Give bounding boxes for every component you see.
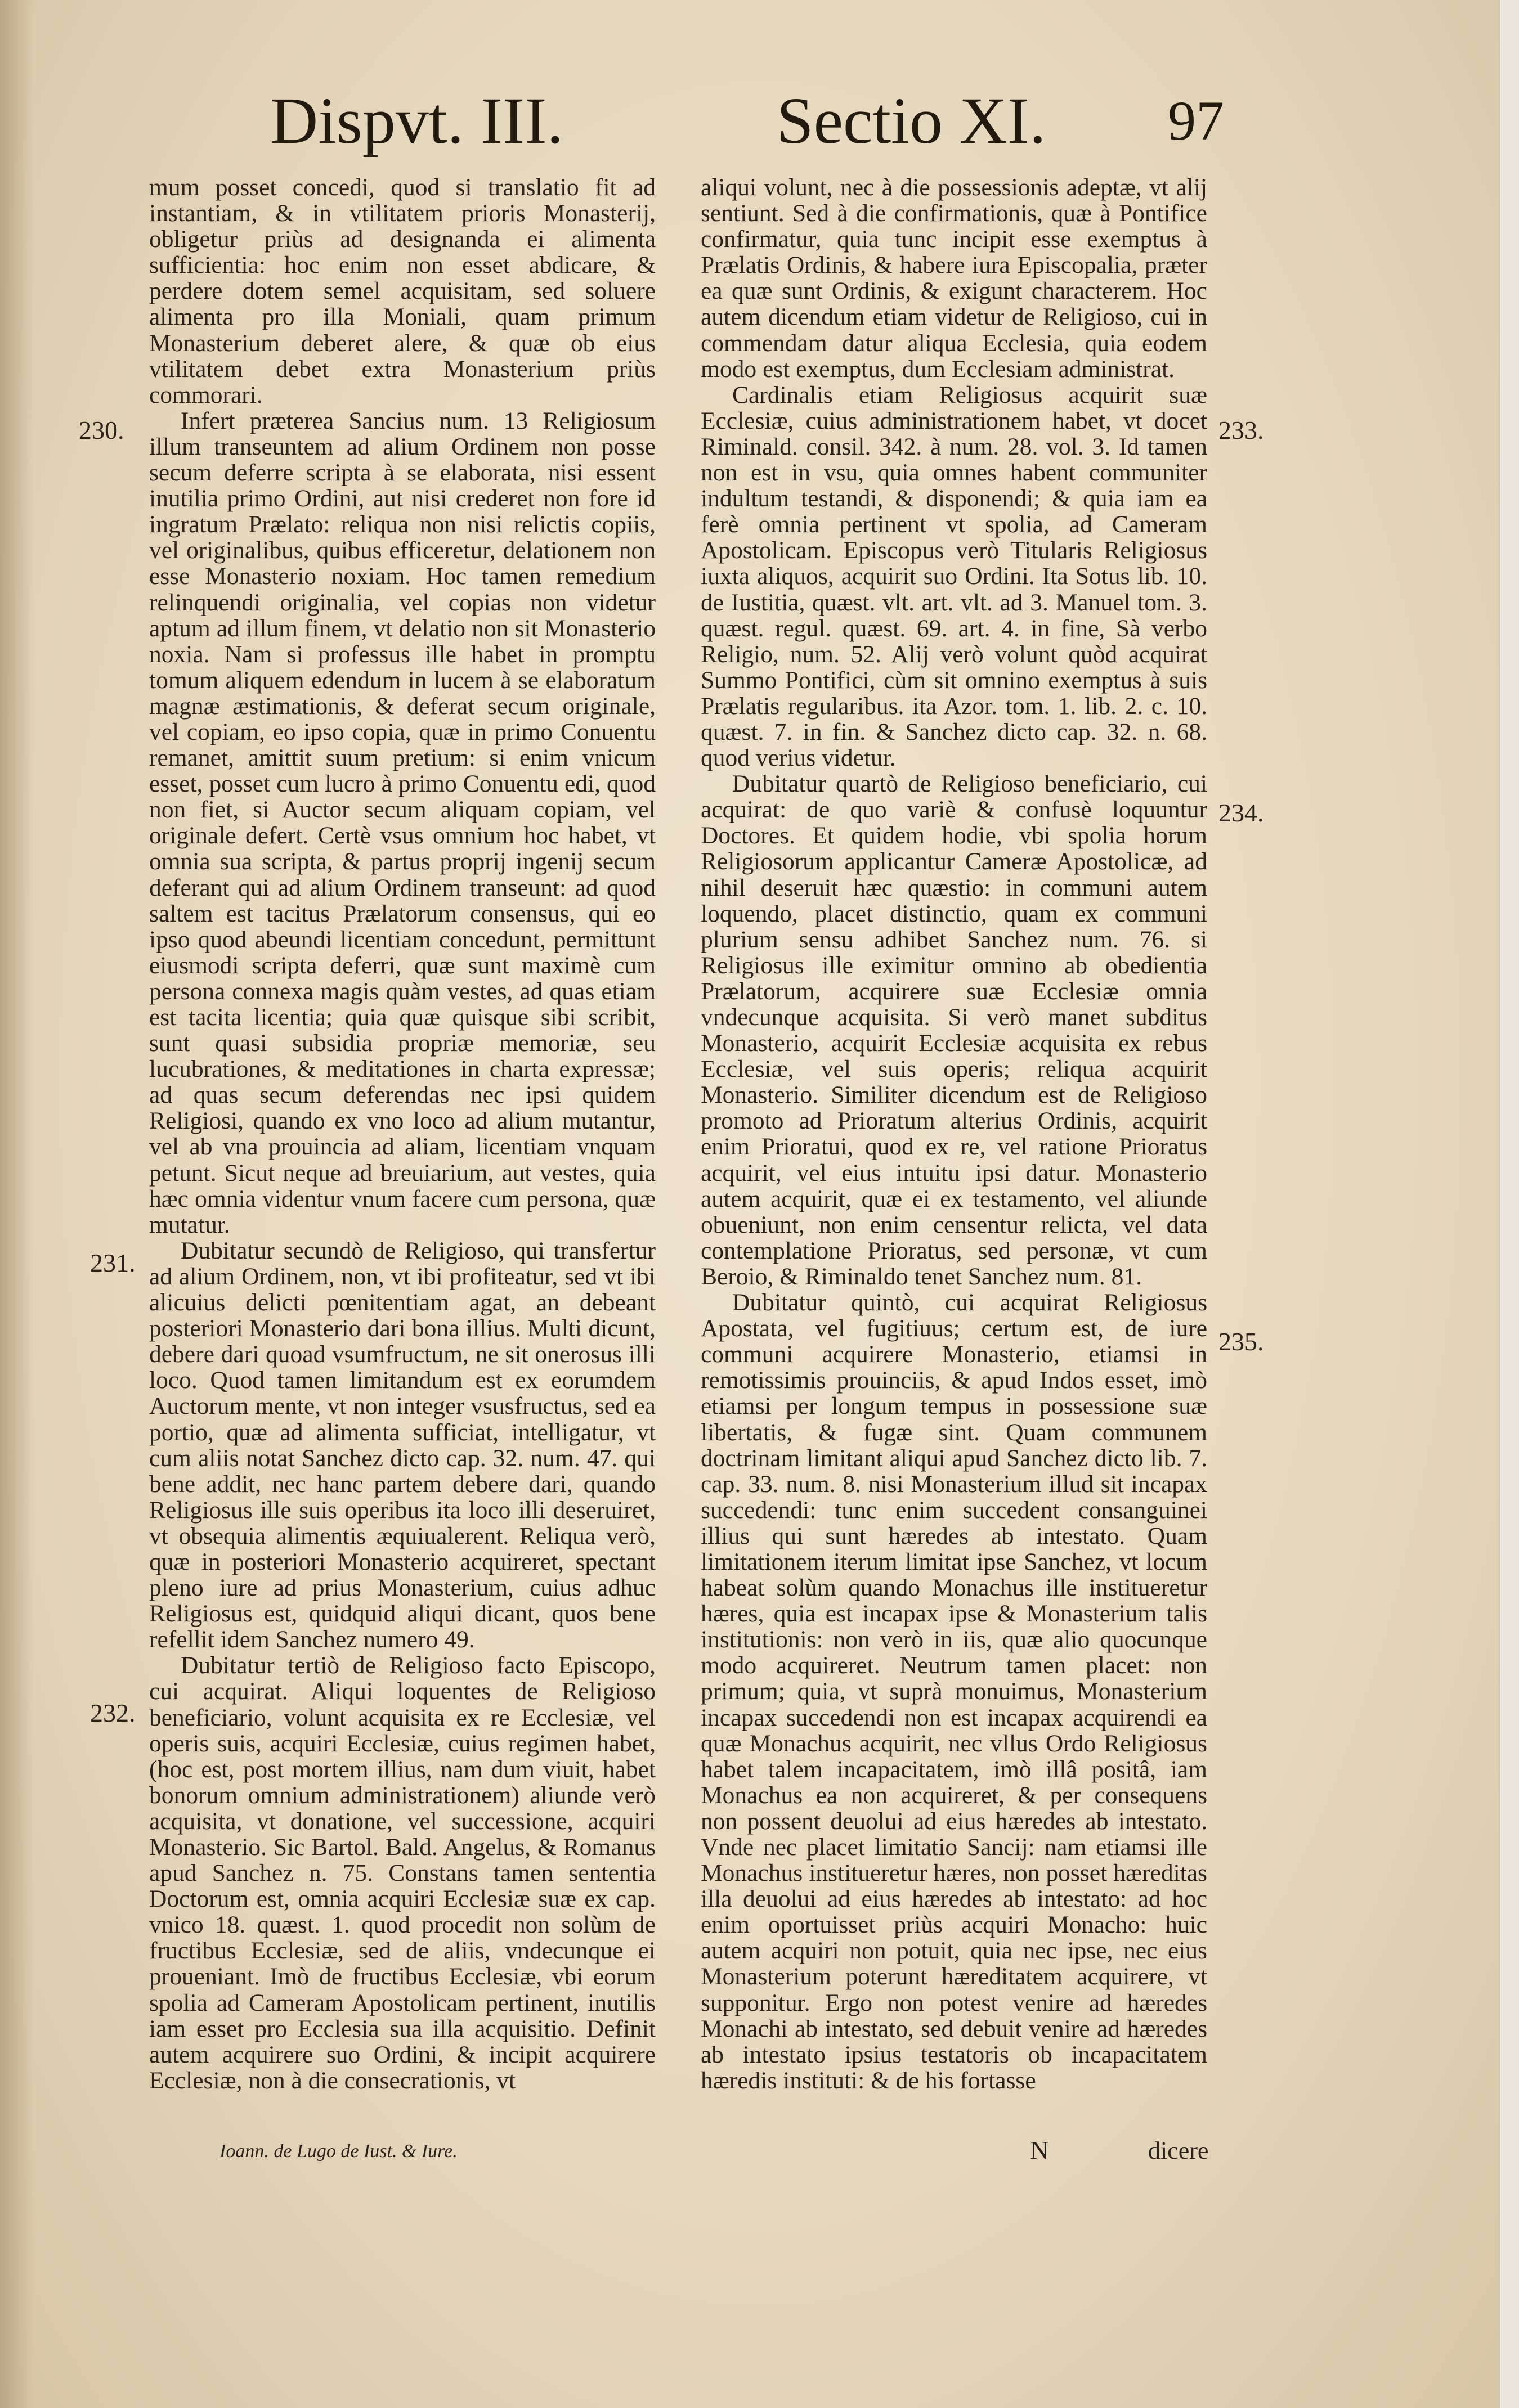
margin-number-234: 234. [1218,798,1264,827]
paragraph: Dubitatur tertiò de Religioso facto Episcopo, cui acquirat. Aliqui loquentes de Religioso beneficiario, volunt acquisita ex re Ecclesiæ, vel operis suis, acquiri Ecclesiæ, cuius regimen habet, (hoc est, post mortem illius, nam dum viuit, habet bonorum omnium administrationem) aliunde verò acquisita, vt donatione, vel successione, acquiri Monasterio. Sic Bartol. Bald. Angelus, & Romanus apud Sanchez n. 75. Constans tamen sententia Doctorum est, omnia acquiri Ecclesiæ suæ ex cap. vnico 18. quæst. 1. quod procedit non solùm de fructibus Ecclesiæ, sed de aliis, vndecunque ei proueniant. Imò de fructibus Ecclesiæ, vbi eorum spolia ad Cameram Apostolicam pertinent, inutilis iam esset pro Ecclesia sua illa acquisitio. Definit autem acquirere suo Ordini, & incipit acquirere Ecclesiæ, non à die consecrationis, vt [149,1652,656,2094]
paragraph: Dubitatur quartò de Religioso beneficiario, cui acquirat: de quo variè & confusè loquuntur Doctores. Et quidem hodie, vbi spolia horum Religiosorum applicantur Cameræ Apostolicæ, ad nihil deseruit hæc quæstio: in communi autem loquendo, placet distinctio, quam ex communi plurium sensu adhibet Sanchez num. 76. si Religiosus ille eximitur omnino ab obedientia Prælatorum, acquirere suæ Ecclesiæ omnia vndecunque acquisita. Si verò manet subditus Monasterio, acquirit Ecclesiæ acquisita ex rebus Ecclesiæ, vel suis operis; reliqua acquirit Monasterio. Similiter dicendum est de Religioso promoto ad Prioratum alterius Ordinis, acquirit enim Prioratui, quod ex re, vel ratione Prioratus acquirit, vel eius intuitu ipsi datur. Monasterio autem acquirit, quæ ei ex testamento, vel aliunde obueniunt, non enim censentur relicta, vel data contemplatione Prioratus, sed personæ, vt cum Beroio, & Riminaldo tenet Sanchez num. 81. [701,770,1207,1290]
margin-number-232: 232. [90,1699,136,1727]
running-head-left: Dispvt. III. [270,84,564,158]
page-edge [1499,0,1519,2408]
right-column [701,174,1207,2155]
margin-number-230: 230. [79,416,124,444]
running-head-center: Sectio XI. [777,84,1046,158]
margin-number-235: 235. [1218,1327,1264,1356]
paragraph: aliqui volunt, nec à die possessionis adeptæ, vt alij sentiunt. Sed à die confirmationis, quæ à Pontifice confirmatur, quia tunc incipit esse exemptus à Prælatis Ordinis, & habere iura Episcopalia, præter ea quæ sunt Ordinis, & exigunt characterem. Hoc autem dicendum etiam videtur de Religioso, cui in commendam datur aliqua Ecclesia, quia eodem modo est exemptus, dum Ecclesiam administrat. [701,174,1207,383]
page-number: 97 [1168,89,1224,152]
footer-author-note: Ioann. de Lugo de Iust. & Iure. [219,2141,458,2162]
paragraph: Dubitatur secundò de Religioso, qui transfertur ad alium Ordinem, non, vt ibi profiteatur, sed vt ibi alicuius delicti pœnitentiam agat, an debeant posteriori Monasterio dari bona illius. Multi dicunt, debere dari quoad vsumfructum, ne sit onerosus illi loco. Quod tamen limitandum est ex eorumdem Auctorum mente, vt non integer vsusfructus, sed ea portio, quæ ad alimenta sufficiat, intelligatur, vt cum aliis notat Sanchez dicto cap. 32. num. 47. qui bene addit, nec hanc partem debere dari, quando Religiosus ille suis operibus ita loco illi deseruiret, vt obsequia alimentis æquiualerent. Reliqua verò, quæ in posteriori Monasterio acquireret, spectant pleno iure ad prius Monasterium, cuius adhuc Religiosus est, quidquid aliqui dicant, quos bene refellit idem Sanchez numero 49. [149,1237,656,1654]
signature-mark: N [1030,2136,1049,2164]
paragraph: mum posset concedi, quod si translatio fit ad instantiam, & in vtilitatem prioris Monasterij, obligetur priùs ad designanda ei alimenta sufficientia: hoc enim non esset abdicare, & perdere dotem semel acquisitam, sed soluere alimenta pro illa Moniali, quam primum Monasterium deberet alere, & quæ ob eius vtilitatem debet extra Monasterium priùs commorari. [149,174,656,408]
paragraph: Dubitatur quintò, cui acquirat Religiosus Apostata, vel fugitiuus; certum est, de iure communi acquirere Monasterio, etiamsi in remotissimis prouinciis, & apud Indos esset, imò etiamsi per longum tempus in possessione suæ libertatis, & fugæ sint. Quam communem doctrinam limitant aliqui apud Sanchez dicto lib. 7. cap. 33. num. 8. nisi Monasterium illud sit incapax succedendi: tunc enim succedent consanguinei illius qui sunt hæredes ab intestato. Quam limitationem iterum limitat ipse Sanchez, vt locum habeat solùm quando Monachus ille institueretur hæres, quia est incapax ipse & Monasterium talis institutionis: non verò in iis, quæ alio quocunque modo acquireret. Neutrum tamen placet: non primum; quia, vt suprà monuimus, Monasterium incapax succedendi non est incapax acquirendi ea quæ Monachus acquirit, nec vllus Ordo Religiosus habet talem incapacitatem, imò illâ positâ, iam Monachus ea non acquireret, & per consequens non possent deuolui ad eius hæredes ab intestato. Vnde nec placet limitatio Sancij: nam etiamsi ille Monachus institueretur hæres, non posset hæreditas illa deuolui ad eius hæredes ab intestato: ad hoc enim oportuisset priùs acquiri Monacho: huic autem acquiri non potuit, quia nec ipse, nec eius Monasterium poterunt hæreditatem acquirere, vt supponitur. Ergo non potest venire ad hæredes Monachi ab intestato, sed debuit venire ad hæredes ab intestato ipsius testatoris ob incapacitatem hæredis instituti: & de his fortasse [701,1289,1207,2094]
catchword: dicere [1148,2137,1209,2164]
paragraph: Infert præterea Sancius num. 13 Religiosum illum transeuntem ad alium Ordinem non posse secum deferre scripta à se elaborata, nisi essent inutilia primo Ordini, aut nisi crederet non fore id ingratum Prælato: reliqua non nisi relictis copiis, vel originalibus, quibus efficeretur, delationem non esse Monasterio noxiam. Hoc tamen remedium relinquendi originalia, vel copias non videtur aptum ad illum finem, vt delatio non sit Monasterio noxia. Nam si professus ille habet in promptu tomum aliquem edendum in lucem à se elaboratum magnæ æstimationis, & deferat secum originale, vel copiam, eo ipso copia, quæ in primo Conuentu remanet, amittit suum pretium: si enim vnicum esset, posset cum lucro à primo Conuentu edi, quod non fiet, si Auctor secum aliquam copiam, vel originale defert. Certè vsus omnium hoc habet, vt omnia sua scripta, & partus proprij ingenij secum deferant qui ad alium Ordinem transeunt: ad quod saltem est tacitus Prælatorum consensus, qui eo ipso quod abeundi licentiam concedunt, permittunt eiusmodi scripta deferri, quæ sunt maximè cum persona connexa magis quàm vestes, ad quas etiam est tacita licentia; quia quæ quisque sibi scribit, sunt quasi subsidia propriæ memoriæ, seu lucubrationes, & meditationes in charta expressæ; ad quas secum deferendas nec ipsi quidem Religiosi, quando ex vno loco ad alium mutantur, vel ab vna prouincia ad aliam, licentiam vnquam petunt. Sicut neque ad breuiarium, aut vestes, quia hæc omnia videntur vnum facere cum persona, quæ mutatur. [149,407,656,1238]
paragraph: Cardinalis etiam Religiosus acquirit suæ Ecclesiæ, cuius administrationem habet, vt docet Riminald. consil. 342. à num. 28. vol. 3. Id tamen non est in vsu, quia omnes habent communiter indultum testandi, & disponendi; & quia iam ea ferè omnia pertinent vt spolia, ad Cameram Apostolicam. Episcopus verò Titularis Religiosus iuxta aliquos, acquirit suo Ordini. Ita Sotus lib. 10. de Iustitia, quæst. vlt. art. vlt. ad 3. Manuel tom. 3. quæst. regul. quæst. 69. art. 4. in fine, Sà verbo Religio, num. 52. Alij verò volunt quòd acquirat Summo Pontifici, cùm sit omnino exemptus à suis Prælatis regularibus. ita Azor. tom. 1. lib. 2. c. 10. quæst. 7. in fin. & Sanchez dicto cap. 32. n. 68. quod verius videtur. [701,381,1207,772]
left-column [149,174,656,2155]
gutter-shadow [0,0,34,2408]
margin-number-233: 233. [1218,416,1264,444]
margin-number-231: 231. [90,1248,136,1277]
